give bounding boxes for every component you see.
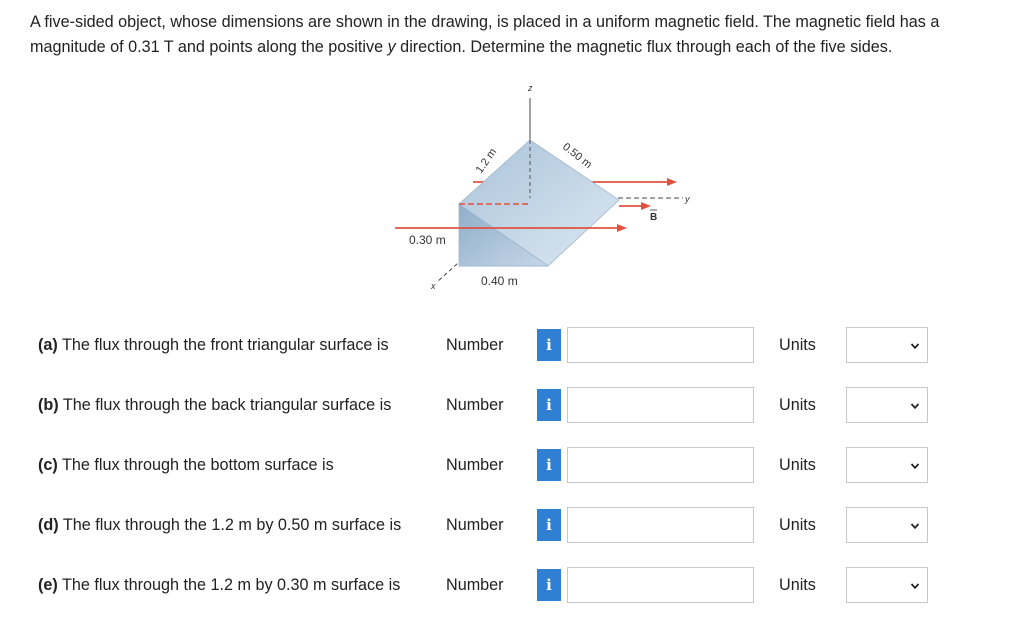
z-axis-label: z (528, 83, 533, 93)
question-text: The flux through the 1.2 m by 0.50 m surface is (58, 516, 402, 534)
units-label: Units (779, 456, 816, 474)
units-label: Units (779, 396, 816, 414)
problem-axis: y (387, 38, 396, 56)
info-button[interactable]: i (537, 509, 561, 541)
wedge-diagram (395, 82, 715, 300)
wedge-figure (395, 82, 715, 300)
dim-depth-label: 0.40 m (481, 274, 518, 288)
question-text: The flux through the front triangular surface is (57, 336, 389, 354)
question-text: The flux through the bottom surface is (57, 456, 334, 474)
number-input-d[interactable] (567, 507, 754, 543)
info-button[interactable]: i (537, 329, 561, 361)
dim-diag-label: 0.50 m (560, 140, 595, 172)
problem-text-part2: direction. Determine the magnetic flux through each of the five sides. (395, 38, 893, 56)
question-label (38, 506, 401, 544)
field-arrow-mid (617, 224, 627, 232)
problem-text-part1: A five-sided object, whose dimensions are shown in the drawing, is placed in a uniform magnetic field. The magnetic field has a magnitude of 0.31 T and points along the positive (30, 13, 940, 56)
units-select-d[interactable] (846, 507, 928, 543)
number-input-b[interactable] (567, 387, 754, 423)
info-button[interactable]: i (537, 449, 561, 481)
number-label: Number (446, 396, 504, 414)
problem-statement (30, 10, 1015, 60)
question-label (38, 446, 334, 484)
number-input-a[interactable] (567, 327, 754, 363)
question-label (38, 326, 389, 364)
chevron-down-icon (910, 581, 920, 591)
chevron-down-icon (910, 521, 920, 531)
question-part: (d) (38, 516, 59, 534)
b-field-label: B (650, 212, 658, 223)
number-input-c[interactable] (567, 447, 754, 483)
dim-height-label: 0.30 m (409, 233, 446, 247)
answer-row-c (0, 446, 1024, 484)
dim-length-label: 1.2 m (473, 146, 500, 176)
x-axis-label: x (431, 281, 436, 291)
units-select-a[interactable] (846, 327, 928, 363)
question-label (38, 566, 400, 604)
question-part: (e) (38, 576, 58, 594)
answer-row-b (0, 386, 1024, 424)
number-label: Number (446, 576, 504, 594)
question-part: (a) (38, 336, 58, 354)
chevron-down-icon (910, 401, 920, 411)
answer-row-e (0, 566, 1024, 604)
answer-row-d (0, 506, 1024, 544)
field-arrow-right (641, 202, 651, 210)
info-button[interactable]: i (537, 569, 561, 601)
units-select-b[interactable] (846, 387, 928, 423)
question-label (38, 386, 391, 424)
number-label: Number (446, 516, 504, 534)
units-label: Units (779, 576, 816, 594)
units-label: Units (779, 336, 816, 354)
y-axis-label: y (685, 194, 690, 204)
number-label: Number (446, 456, 504, 474)
field-arrow-top (667, 178, 677, 186)
chevron-down-icon (910, 341, 920, 351)
units-select-e[interactable] (846, 567, 928, 603)
chevron-down-icon (910, 461, 920, 471)
question-text: The flux through the back triangular surface is (58, 396, 392, 414)
units-select-c[interactable] (846, 447, 928, 483)
number-label: Number (446, 336, 504, 354)
number-input-e[interactable] (567, 567, 754, 603)
units-label: Units (779, 516, 816, 534)
question-part: (b) (38, 396, 59, 414)
question-part: (c) (38, 456, 58, 474)
question-text: The flux through the 1.2 m by 0.30 m surface is (57, 576, 401, 594)
info-button[interactable]: i (537, 389, 561, 421)
answer-row-a (0, 326, 1024, 364)
